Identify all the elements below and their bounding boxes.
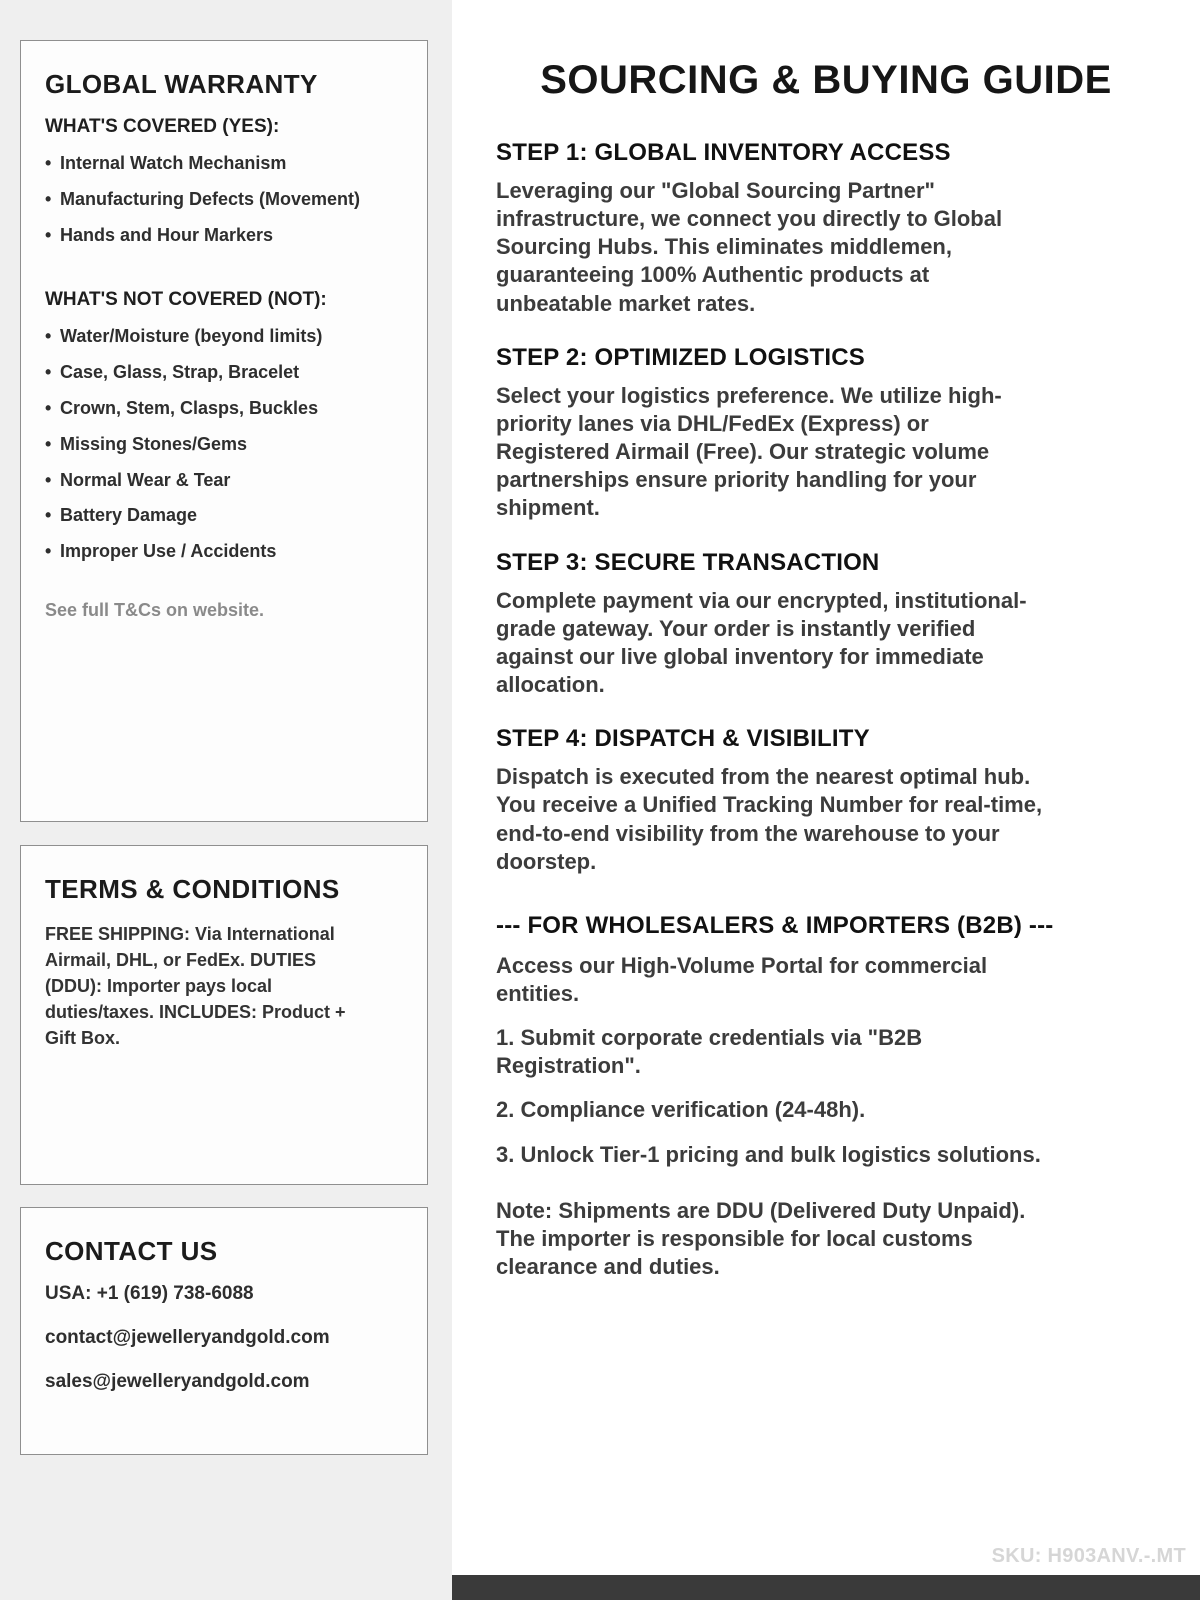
step-section-2 [496, 344, 1156, 523]
b2b-section [496, 912, 1156, 1281]
step-heading: STEP 2: OPTIMIZED LOGISTICS [496, 343, 865, 371]
warranty-footnote: See full T&Cs on website. [45, 599, 265, 620]
b2b-paragraph: Access our High-Volume Portal for commercial entities. [496, 952, 988, 1006]
step-heading: STEP 3: SECURE TRANSACTION [496, 548, 880, 576]
b2b-paragraph: 1. Submit corporate credentials via "B2B Registration". [496, 1025, 923, 1079]
step-body: Select your logistics preference. We utilize high-priority lanes via DHL/FedEx (Express) or Registered Airmail (Free). Our strategic volume partnerships ensure priority handling for your shipment. [496, 382, 1002, 521]
list-item: • Crown, Stem, Clasps, Buckles [45, 399, 403, 419]
list-item: • Hands and Hour Markers [45, 226, 403, 246]
contact-email-primary: contact@jewelleryandgold.com [45, 1327, 330, 1348]
step-body: Leveraging our "Global Sourcing Partner" infrastructure, we connect you directly to Global Sourcing Hubs. This eliminates middlemen, guaranteeing 100% Authentic products at unbeatable market rates. [496, 178, 1003, 316]
step-section-3 [496, 549, 1156, 700]
b2b-paragraph: 3. Unlock Tier-1 pricing and bulk logistics solutions. [496, 1141, 1041, 1167]
terms-panel [20, 845, 428, 1185]
b2b-paragraph: 2. Compliance verification (24-48h). [496, 1097, 866, 1123]
step-section-4 [496, 725, 1156, 876]
sku-label: SKU: H903ANV.-.MT [991, 1545, 1186, 1567]
step-body: Dispatch is executed from the nearest optimal hub. You receive a Unified Tracking Number for real-time, end-to-end visibility from the warehouse to your doorstep. [496, 764, 1043, 874]
list-item: • Improper Use / Accidents [45, 542, 403, 562]
sidebar [0, 0, 452, 1600]
b2b-note: Note: Shipments are DDU (Delivered Duty Unpaid). The importer is responsible for local customs clearance and duties. [496, 1197, 1026, 1280]
warranty-title: GLOBAL WARRANTY [45, 69, 318, 99]
step-heading: STEP 1: GLOBAL INVENTORY ACCESS [496, 139, 951, 166]
page-title: SOURCING & BUYING GUIDE [540, 58, 1112, 102]
contact-email-sales: sales@jewelleryandgold.com [45, 1371, 310, 1392]
main-content [452, 0, 1200, 1600]
contact-panel [20, 1207, 428, 1455]
contact-title: CONTACT US [45, 1236, 218, 1266]
list-item: • Case, Glass, Strap, Bracelet [45, 363, 403, 383]
list-item: • Missing Stones/Gems [45, 435, 403, 455]
step-section-1 [496, 139, 1156, 318]
list-item: • Water/Moisture (beyond limits) [45, 327, 403, 347]
terms-body: FREE SHIPPING: Via International Airmail, DHL, or FedEx. DUTIES (DDU): Importer pays local duties/taxes. INCLUDES: Product + Gift Box. [45, 924, 346, 1049]
contact-phone: USA: +1 (619) 738-6088 [45, 1283, 254, 1304]
covered-heading: WHAT'S COVERED (YES): [45, 116, 280, 137]
b2b-heading: --- FOR WHOLESALERS & IMPORTERS (B2B) --- [496, 911, 1054, 939]
list-item: • Internal Watch Mechanism [45, 154, 403, 174]
terms-title: TERMS & CONDITIONS [45, 874, 340, 904]
covered-list [45, 154, 403, 245]
list-item: • Manufacturing Defects (Movement) [45, 190, 403, 210]
list-item: • Normal Wear & Tear [45, 471, 403, 491]
step-heading: STEP 4: DISPATCH & VISIBILITY [496, 725, 870, 753]
step-body: Complete payment via our encrypted, institutional-grade gateway. Your order is instantly verified against our live global inventory for immediate allocation. [496, 587, 1027, 698]
footer-bar [452, 1575, 1200, 1600]
list-item: • Battery Damage [45, 506, 403, 526]
not-covered-list [45, 327, 403, 562]
not-covered-heading: WHAT'S NOT COVERED (NOT): [45, 289, 327, 311]
warranty-panel [20, 40, 428, 822]
